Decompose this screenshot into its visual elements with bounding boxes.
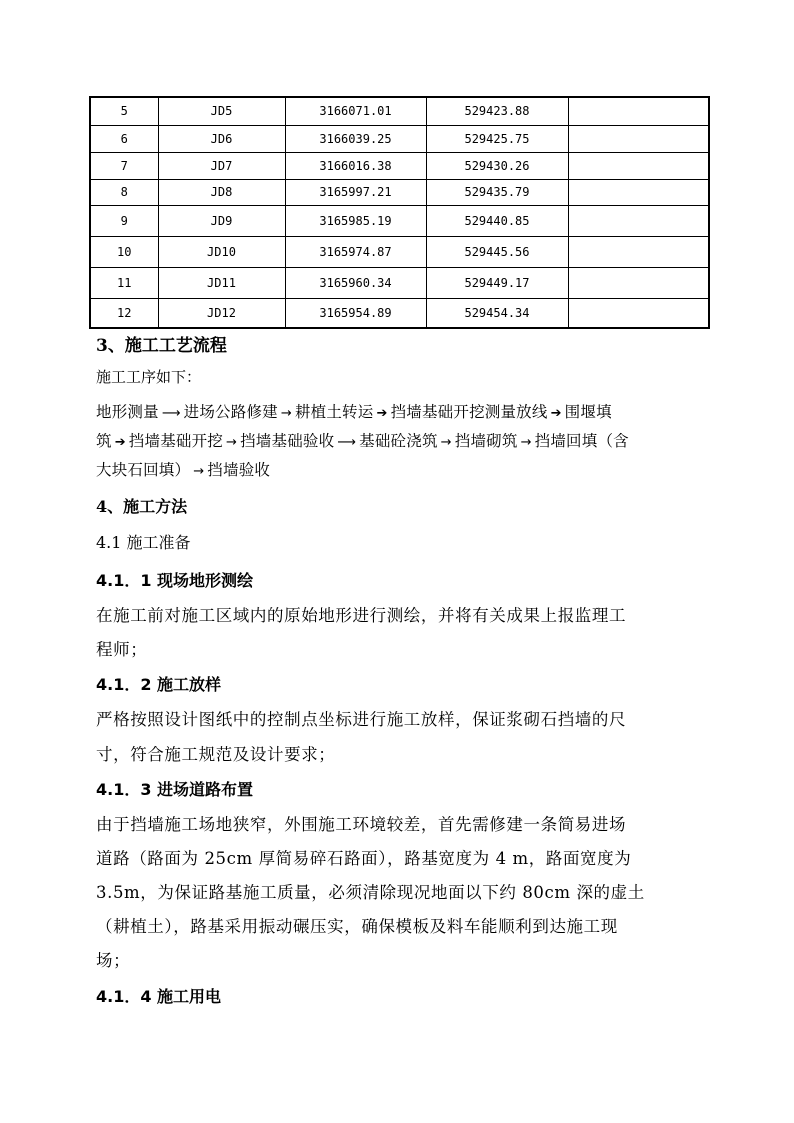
cell-note bbox=[568, 152, 709, 179]
cell-x: 3165974.87 bbox=[285, 236, 426, 267]
cell-point: JD5 bbox=[158, 97, 285, 125]
coordinate-table bbox=[89, 96, 710, 329]
heading-4-1-2: 4.1．2 施工放样 bbox=[96, 675, 222, 694]
cell-x: 3165997.21 bbox=[285, 179, 426, 205]
arrow-right-icon: → bbox=[520, 435, 532, 450]
cell-index: 9 bbox=[90, 205, 158, 236]
paragraph-4-1-3-line: （耕植土），路基采用振动碾压实，确保模板及料车能顺利到达施工现 bbox=[96, 917, 618, 936]
table-row bbox=[90, 125, 709, 152]
paragraph-4-1-3-line: 3.5m，为保证路基施工质量，必须清除现况地面以下约 80cm 深的虚土 bbox=[96, 883, 645, 902]
flow-step: 进场公路修建 bbox=[183, 403, 278, 421]
cell-y: 529440.85 bbox=[426, 205, 568, 236]
flow-line-1 bbox=[96, 401, 612, 425]
flow-line-2 bbox=[96, 430, 629, 454]
cell-point: JD7 bbox=[158, 152, 285, 179]
arrow-right-icon: → bbox=[440, 435, 452, 450]
heading-4-1-3: 4.1．3 进场道路布置 bbox=[96, 780, 254, 799]
arrow-right-icon: ⟶ bbox=[337, 435, 357, 450]
cell-y: 529454.34 bbox=[426, 298, 568, 328]
cell-x: 3165985.19 bbox=[285, 205, 426, 236]
arrow-right-icon: ⟶ bbox=[161, 406, 181, 421]
table-row bbox=[90, 236, 709, 267]
cell-x: 3165954.89 bbox=[285, 298, 426, 328]
arrow-right-icon: → bbox=[226, 435, 238, 450]
table-row bbox=[90, 97, 709, 125]
flow-step: 耕植土转运 bbox=[294, 403, 374, 421]
arrow-right-icon: ➔ bbox=[376, 406, 388, 421]
paragraph-4-1-3-line: 由于挡墙施工场地狭窄，外围施工环境较差，首先需修建一条简易进场 bbox=[96, 815, 627, 834]
paragraph-4-1-1-line: 在施工前对施工区域内的原始地形进行测绘，并将有关成果上报监理工 bbox=[96, 606, 627, 625]
paragraph-4-1-2-line: 严格按照设计图纸中的控制点坐标进行施工放样，保证浆砌石挡墙的尺 bbox=[96, 710, 627, 729]
paragraph-4-1-3-line: 道路（路面为 25cm 厚简易碎石路面），路基宽度为 4 m，路面宽度为 bbox=[96, 849, 632, 868]
paragraph-4-1-2-line: 寸，符合施工规范及设计要求； bbox=[96, 745, 336, 764]
cell-index: 5 bbox=[90, 97, 158, 125]
flow-intro: 施工工序如下： bbox=[96, 368, 202, 386]
arrow-right-icon: → bbox=[280, 406, 292, 421]
cell-note bbox=[568, 97, 709, 125]
cell-point: JD9 bbox=[158, 205, 285, 236]
cell-point: JD10 bbox=[158, 236, 285, 267]
cell-index: 6 bbox=[90, 125, 158, 152]
cell-point: JD8 bbox=[158, 179, 285, 205]
cell-x: 3166039.25 bbox=[285, 125, 426, 152]
heading-4-1-4: 4.1．4 施工用电 bbox=[96, 987, 222, 1006]
cell-index: 8 bbox=[90, 179, 158, 205]
cell-note bbox=[568, 179, 709, 205]
cell-x: 3166071.01 bbox=[285, 97, 426, 125]
arrow-right-icon: ➔ bbox=[550, 406, 562, 421]
cell-note bbox=[568, 125, 709, 152]
flow-step: 挡墙回填（含 bbox=[534, 432, 629, 450]
heading-4-1-1: 4.1．1 现场地形测绘 bbox=[96, 571, 254, 590]
cell-index: 10 bbox=[90, 236, 158, 267]
cell-point: JD11 bbox=[158, 267, 285, 298]
cell-index: 7 bbox=[90, 152, 158, 179]
cell-point: JD12 bbox=[158, 298, 285, 328]
section-3-heading: 3、施工工艺流程 bbox=[96, 336, 227, 356]
flow-step: 挡墙基础开挖测量放线 bbox=[390, 403, 548, 421]
cell-note bbox=[568, 298, 709, 328]
cell-y: 529423.88 bbox=[426, 97, 568, 125]
flow-step: 地形测量 bbox=[96, 403, 159, 421]
cell-note bbox=[568, 236, 709, 267]
flow-line-3 bbox=[96, 459, 270, 483]
table-row bbox=[90, 267, 709, 298]
flow-step: 基础砼浇筑 bbox=[359, 432, 438, 450]
paragraph-4-1-1-line: 程师； bbox=[96, 640, 148, 659]
flow-step: 挡墙基础开挖 bbox=[128, 432, 223, 450]
cell-x: 3165960.34 bbox=[285, 267, 426, 298]
table-row bbox=[90, 205, 709, 236]
arrow-right-icon: ➔ bbox=[114, 435, 126, 450]
cell-y: 529435.79 bbox=[426, 179, 568, 205]
cell-y: 529445.56 bbox=[426, 236, 568, 267]
table-row bbox=[90, 179, 709, 205]
cell-x: 3166016.38 bbox=[285, 152, 426, 179]
cell-y: 529425.75 bbox=[426, 125, 568, 152]
cell-note bbox=[568, 205, 709, 236]
table-row bbox=[90, 152, 709, 179]
cell-index: 11 bbox=[90, 267, 158, 298]
flow-step: 大块石回填） bbox=[96, 461, 191, 479]
cell-y: 529430.26 bbox=[426, 152, 568, 179]
section-4-heading: 4、施工方法 bbox=[96, 497, 188, 516]
cell-y: 529449.17 bbox=[426, 267, 568, 298]
table-row bbox=[90, 298, 709, 328]
cell-note bbox=[568, 267, 709, 298]
cell-index: 12 bbox=[90, 298, 158, 328]
flow-step: 挡墙基础验收 bbox=[240, 432, 335, 450]
flow-step: 挡墙验收 bbox=[207, 461, 271, 479]
paragraph-4-1-3-line: 场； bbox=[96, 951, 131, 970]
cell-point: JD6 bbox=[158, 125, 285, 152]
flow-step: 挡墙砌筑 bbox=[454, 432, 518, 450]
flow-step: 筑 bbox=[96, 432, 112, 450]
flow-step: 围堰填 bbox=[564, 403, 612, 421]
subsection-4-1: 4.1 施工准备 bbox=[96, 533, 191, 552]
arrow-right-icon: → bbox=[193, 464, 205, 479]
